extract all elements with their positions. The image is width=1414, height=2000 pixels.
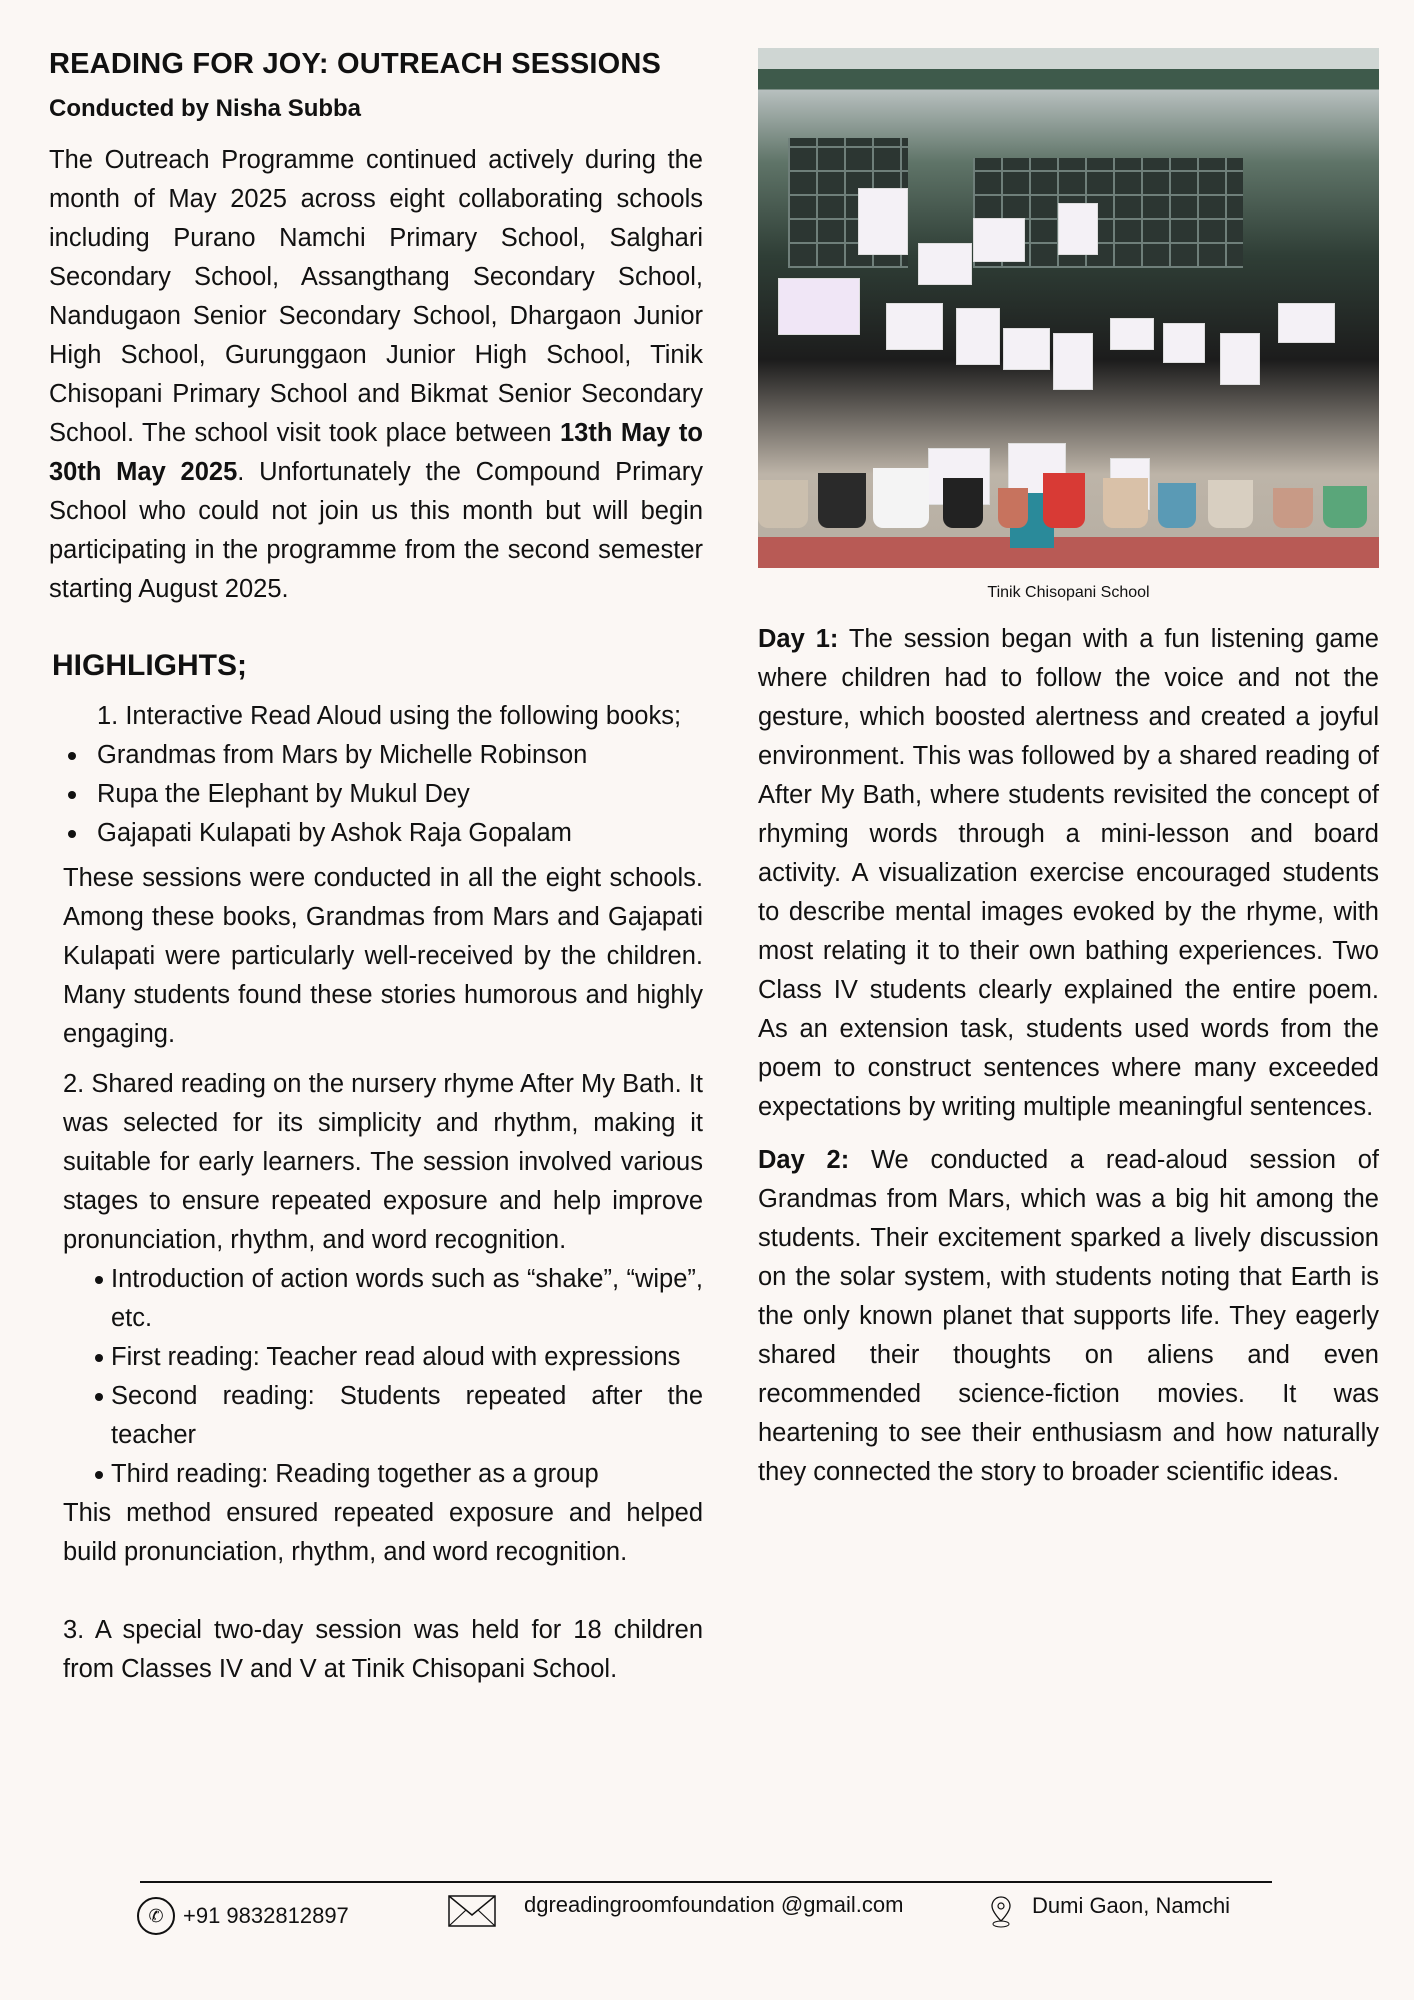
intro-text: The Outreach Programme continued actively during the month of May 2025 across eight collaborating schools including Purano Namchi Primary School, Salghari Secondary School, Assangthang Secondary School, Nandugaon Senior Secondary School, Dhargaon Junior High School, Gurunggaon Junior High School, Tinik Chisopani Primary School and Bikmat Senior Secondary School. The school visit took place between: [49, 146, 703, 447]
intro-paragraph: [49, 141, 703, 609]
intro-dates: 13th May to 30th May 2025: [49, 419, 703, 486]
reading-steps: [63, 1260, 703, 1494]
location-text: Dumi Gaon, Namchi: [1032, 1893, 1231, 1918]
step-item: Third reading: Reading together as a group: [63, 1455, 703, 1494]
photo-caption: Tinik Chisopani School: [987, 584, 1150, 601]
day-2-paragraph: [758, 1141, 1379, 1492]
day-2-text: We conducted a read-aloud session of Grandmas from Mars, which was a big hit among the students. Their excitement sparked a lively discussion on the solar system, with students noting that Earth is the only known planet that supports life. They eagerly shared their thoughts on aliens and even recommended science-fiction movies. It was heartening to see their enthusiasm and how naturally they connected the story to broader scientific ideas.: [758, 1146, 1379, 1486]
phone-icon: ✆: [137, 1897, 175, 1935]
page-title: READING FOR JOY: OUTREACH SESSIONS: [49, 48, 662, 80]
shared-reading-summary: This method ensured repeated exposure and helped build pronunciation, rhythm, and word recognition.: [63, 1499, 703, 1566]
intro-text-end: . Unfortunately the Compound Primary School who could not join us this month but will begin participating in the programme from the second semester starting August 2025.: [49, 458, 703, 603]
day-1-text: The session began with a fun listening game where children had to follow the voice and not the gesture, which boosted alertness and created a joyful environment. This was followed by a shared reading of After My Bath, where students revisited the concept of rhyming words through a mini-lesson and board activity. A visualization exercise encouraged students to describe mental images evoked by the rhyme, with most relating it to their own bathing experiences. Two Class IV students clearly explained the entire poem. As an extension task, students used words from the poem to construct sentences where many exceeded expectations by writing multiple meaningful sentences.: [758, 625, 1379, 1121]
email-address[interactable]: dgreadingroomfoundation @gmail.com: [524, 1892, 904, 1917]
step-item: Second reading: Students repeated after the teacher: [63, 1377, 703, 1455]
footer-location: [990, 1895, 1230, 1929]
map-pin-icon: [990, 1895, 1012, 1929]
phone-number[interactable]: +91 9832812897: [183, 1903, 349, 1928]
footer-email: [448, 1892, 904, 1927]
day-1-label: Day 1:: [758, 625, 839, 653]
book-list: [49, 736, 703, 853]
highlight-item-1: 1. Interactive Read Aloud using the following books;: [97, 702, 682, 730]
highlight-item-2: 2. Shared reading on the nursery rhyme After My Bath. It was selected for its simplicity and rhythm, making it suitable for early learners. The session involved various stages to ensure repeated exposure and help improve pronunciation, rhythm, and word recognition.: [63, 1070, 703, 1254]
read-aloud-summary: These sessions were conducted in all the eight schools. Among these books, Grandmas from Mars and Gajapati Kulapati were particularly well-received by the children. Many students found these stories humorous and highly engaging.: [63, 864, 703, 1048]
envelope-icon: [448, 1895, 496, 1927]
step-item: First reading: Teacher read aloud with expressions: [63, 1338, 703, 1377]
book-item: Rupa the Elephant by Mukul Dey: [49, 775, 703, 814]
left-column: [49, 48, 703, 1689]
school-photo: [758, 48, 1379, 568]
right-column: [758, 48, 1379, 1492]
highlight-item-3: 3. A special two-day session was held for 18 children from Classes IV and V at Tinik Chisopani School.: [63, 1616, 703, 1683]
highlights-heading: HIGHLIGHTS;: [52, 649, 247, 682]
book-item: Grandmas from Mars by Michelle Robinson: [49, 736, 703, 775]
day-1-paragraph: [758, 620, 1379, 1127]
step-item: Introduction of action words such as “shake”, “wipe”, etc.: [63, 1260, 703, 1338]
footer: [0, 1892, 1414, 1945]
day-2-label: Day 2:: [758, 1146, 850, 1174]
author-subtitle: Conducted by Nisha Subba: [49, 95, 362, 122]
footer-phone: [137, 1897, 349, 1935]
footer-divider: [140, 1881, 1272, 1883]
book-item: Gajapati Kulapati by Ashok Raja Gopalam: [49, 814, 703, 853]
